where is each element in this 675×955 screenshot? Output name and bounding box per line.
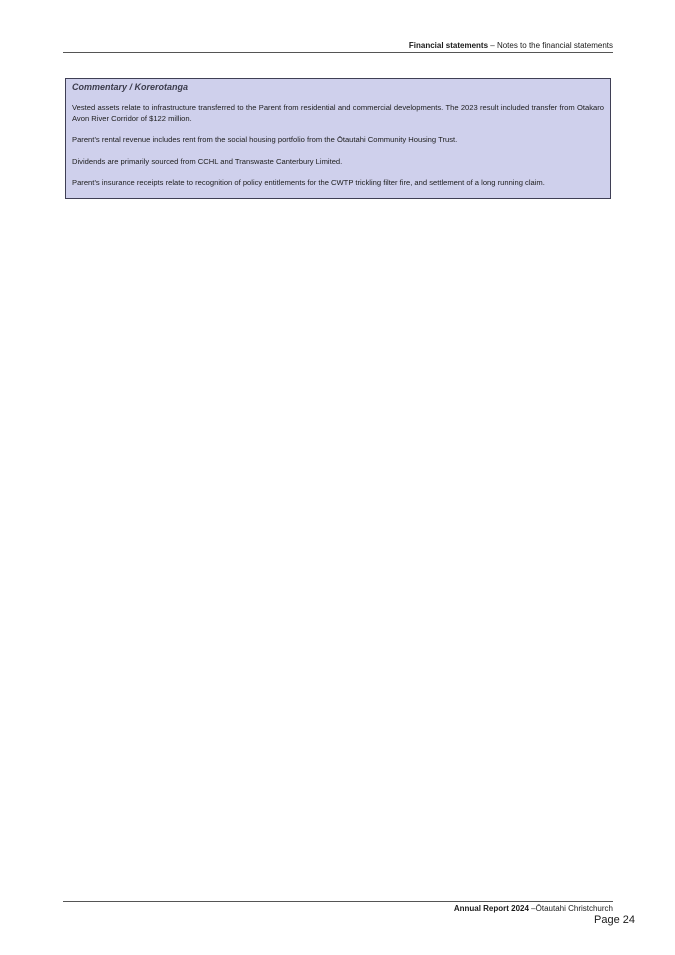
- header-section: Financial statements: [408, 41, 489, 50]
- commentary-title: Commentary / Korerotanga: [72, 82, 189, 92]
- header-subsection: Notes to the financial statements: [496, 41, 613, 50]
- header-separator: –: [488, 41, 497, 50]
- commentary-paragraph-dividends: Dividends are primarily sourced from CCHL and Transwaste Canterbury Limited.: [72, 156, 343, 166]
- footer-report-title: Annual Report 2024: [453, 904, 529, 913]
- page-footer: [63, 904, 613, 914]
- header-divider: [63, 52, 613, 53]
- commentary-box: [65, 78, 611, 199]
- footer-separator: –: [528, 904, 536, 913]
- commentary-paragraph-insurance: Parent’s insurance receipts relate to recognition of policy entitlements for the CWTP trickling filter fire, and settlement of a long running claim.: [72, 178, 545, 187]
- page-number: Page 24: [594, 914, 635, 926]
- footer-organisation: Ōtautahi Christchurch: [535, 904, 613, 913]
- commentary-paragraph-vested-assets: Vested assets relate to infrastructure transferred to the Parent from residential and commercial developments. The 2023 result included transfer from Otakaro Avon River Corridor of $122 million.: [72, 103, 604, 123]
- page-header: [63, 41, 613, 51]
- footer-divider: [63, 901, 613, 902]
- commentary-paragraph-rental-revenue: Parent’s rental revenue includes rent from the social housing portfolio from the Ōtautahi Community Housing Trust.: [72, 135, 458, 144]
